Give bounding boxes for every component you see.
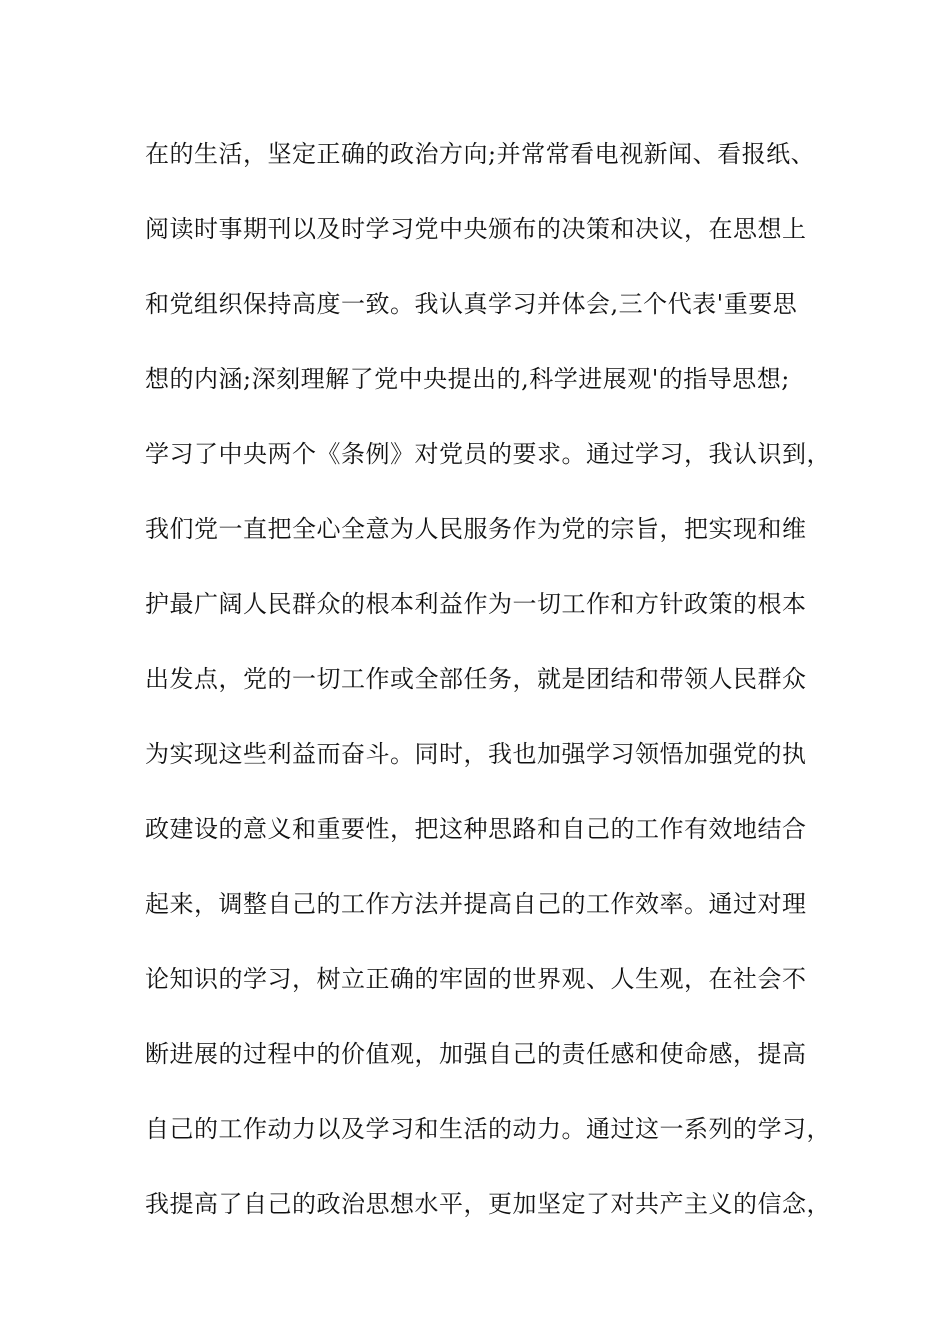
text-line: 和党组织保持高度一致。我认真学习并体会,三个代表'重要思 — [145, 290, 798, 318]
text-line: 政建设的意义和重要性，把这种思路和自己的工作有效地结合 — [145, 815, 807, 843]
text-line: 断进展的过程中的价值观，加强自己的责任感和使命感，提高 — [145, 1040, 807, 1068]
text-line: 自己的工作动力以及学习和生活的动力。通过这一系列的学习， — [145, 1115, 831, 1143]
text-line: 阅读时事期刊以及时学习党中央颁布的决策和决议，在思想上 — [145, 215, 807, 243]
text-line: 护最广阔人民群众的根本利益作为一切工作和方针政策的根本 — [145, 590, 807, 618]
text-line: 为实现这些利益而奋斗。同时，我也加强学习领悟加强党的执 — [145, 740, 807, 768]
body-paragraph — [145, 125, 831, 1250]
text-line: 论知识的学习，树立正确的牢固的世界观、人生观，在社会不 — [145, 965, 807, 993]
text-line: 出发点，党的一切工作或全部任务，就是团结和带领人民群众 — [145, 665, 807, 693]
text-line: 想的内涵;深刻理解了党中央提出的,科学进展观'的指导思想; — [145, 365, 790, 393]
text-line: 我们党一直把全心全意为人民服务作为党的宗旨，把实现和维 — [145, 515, 807, 543]
text-line: 学习了中央两个《条例》对党员的要求。通过学习，我认识到， — [145, 440, 831, 468]
text-line: 我提高了自己的政治思想水平，更加坚定了对共产主义的信念， — [145, 1190, 831, 1218]
text-line: 在的生活，坚定正确的政治方向;并常常看电视新闻、看报纸、 — [145, 140, 816, 168]
text-line: 起来，调整自己的工作方法并提高自己的工作效率。通过对理 — [145, 890, 807, 918]
